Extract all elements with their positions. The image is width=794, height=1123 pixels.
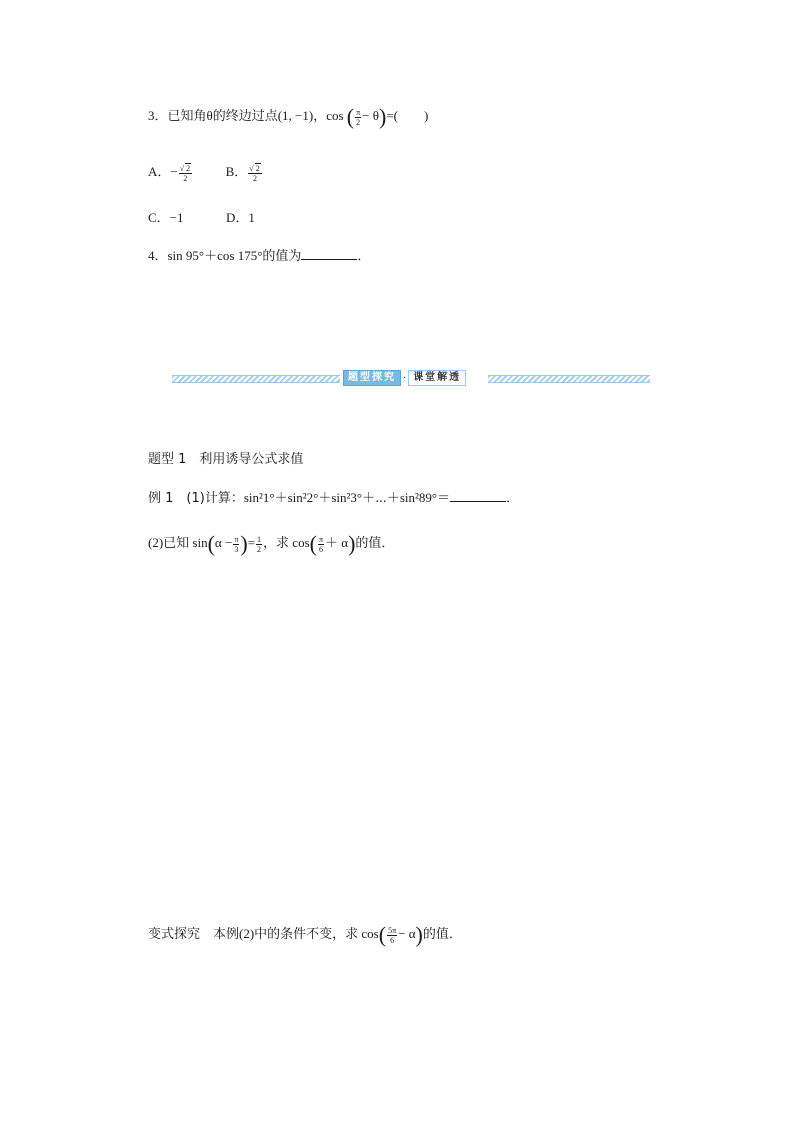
q3-options-ab [148, 162, 263, 183]
option-a: A．− $\frac{√ 2}{2}$ [148, 164, 191, 184]
type1-heading: 题型 1 利用诱导公式求值 [148, 452, 304, 467]
section-divider [172, 370, 650, 386]
divider-hatch-left [172, 375, 340, 383]
banner-tag-explore: 题型探究 [343, 370, 401, 386]
option-d: D．1 [226, 210, 255, 225]
ex1-blank [450, 489, 506, 502]
divider-hatch-right [488, 375, 650, 383]
example1-part1: 例 1 (1)计算：sin²1°＋sin²2°＋sin²3°＋⋯＋sin²89°＝ ． [148, 490, 520, 506]
left-paren: ( [346, 104, 355, 130]
q4-text: 4．sin 95°＋cos 175°的值为 [148, 248, 302, 263]
question-3 [148, 104, 429, 130]
section-banner: 题型探究 · 课堂解透 [343, 370, 466, 386]
right-paren: ) [378, 104, 387, 130]
q3-fraction: $\frac{\pi}{2}$ [356, 107, 361, 127]
ex1-expression: sin²1°＋sin²2°＋sin²3°＋⋯＋sin²89°＝ [243, 490, 451, 505]
q4-blank [301, 247, 357, 260]
q3-rest: − θ [362, 108, 379, 123]
q3-tail: =( ) [386, 108, 429, 123]
q3-stem: 3．已知角θ的终边过点(1, −1)，cos [148, 108, 344, 123]
q3-options-cd [148, 208, 255, 228]
question-4: 4．sin 95°＋cos 175°的值为 ． [148, 248, 371, 263]
option-c: C．−1 [148, 210, 184, 225]
variant-exploration: 变式探究 本例(2)中的条件不变，求 cos( $\frac{5\pi}{6}$ − α)的值． [148, 922, 462, 948]
banner-tag-class: 课堂解透 [408, 370, 466, 386]
option-b: B． $\frac{√ 2}{2}$ [225, 164, 260, 184]
example1-part2: (2)已知 sin(α − $\frac{\pi}{3}$ )= $\frac{1}{2}$ ，求 cos( $\frac{\pi}{6}$ ＋ α)的值． [148, 531, 395, 557]
